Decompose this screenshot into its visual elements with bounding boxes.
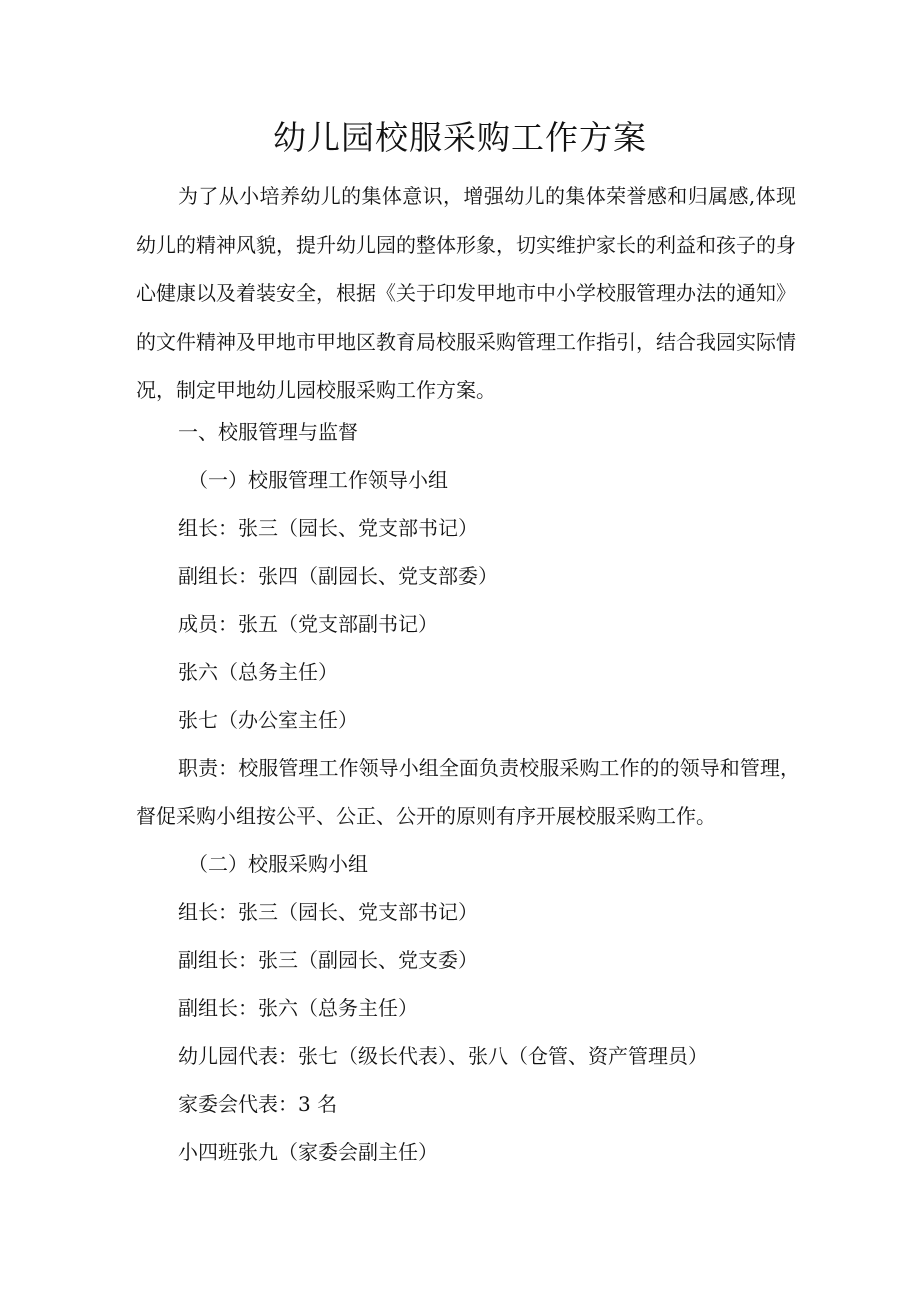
- group2-deputy: 副组长：张六（总务主任）: [178, 996, 418, 1020]
- document-title: 幼儿园校服采购工作方案: [273, 118, 647, 157]
- group1-member: 张七（办公室主任）: [178, 708, 358, 732]
- section1-heading: 一、校服管理与监督: [178, 420, 358, 444]
- group2-parent-rep: 家委会代表：3 名: [178, 1092, 338, 1116]
- group1-duty-paragraph: 职责：校服管理工作领导小组全面负责校服采购工作的的领导和管理，督促采购小组按公平、公正、公开的原则有序开展校服采购工作。: [136, 756, 800, 828]
- group2-kindergarten-rep: 幼儿园代表：张七（级长代表）、张八（仓管、资产管理员）: [178, 1044, 708, 1068]
- group1-leader: 组长：张三（园长、党支部书记）: [178, 516, 478, 540]
- group1-member: 成员：张五（党支部副书记）: [178, 612, 438, 636]
- group2-heading: （二）校服采购小组: [188, 852, 368, 876]
- group2-leader: 组长：张三（园长、党支部书记）: [178, 900, 478, 924]
- intro-paragraph: 为了从小培养幼儿的集体意识，增强幼儿的集体荣誉感和归属感,体现幼儿的精神风貌，提升幼儿园的整体形象，切实维护家长的利益和孩子的身心健康以及着装安全，根据《关于印发甲地市中小学校服管理办法的通知》的文件精神及甲地市甲地区教育局校服采购管理工作指引，结合我园实际情况，制定甲地幼儿园校服采购工作方案。: [136, 184, 796, 402]
- group2-parent-member: 小四班张九（家委会副主任）: [178, 1140, 438, 1164]
- group1-deputy: 副组长：张四（副园长、党支部委）: [178, 564, 498, 588]
- group1-member: 张六（总务主任）: [178, 660, 338, 684]
- group2-deputy: 副组长：张三（副园长、党支委）: [178, 948, 478, 972]
- group1-heading: （一）校服管理工作领导小组: [188, 468, 448, 492]
